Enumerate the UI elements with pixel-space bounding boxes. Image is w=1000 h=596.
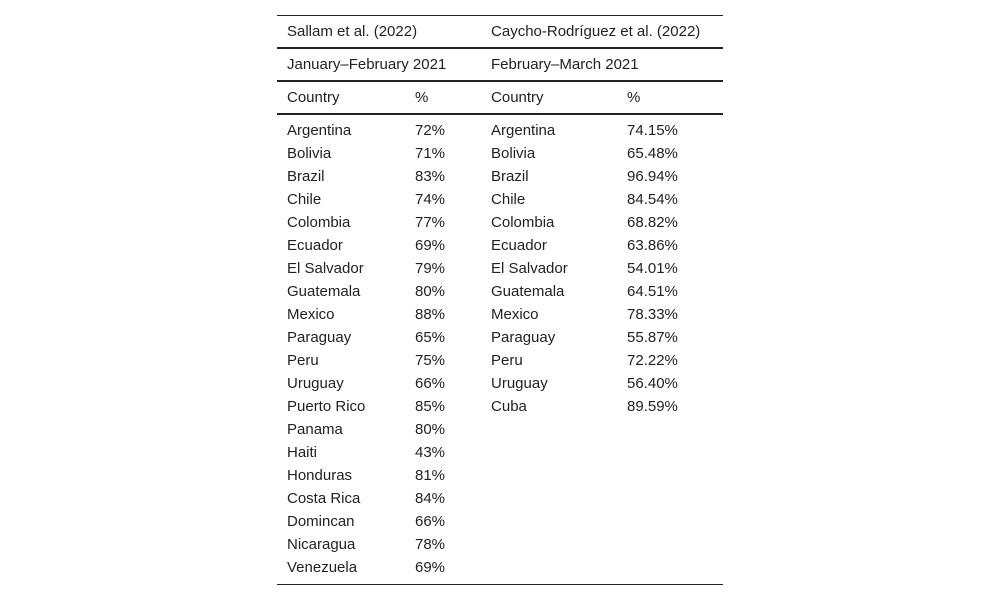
cell-percent-caycho: 54.01% [627, 260, 678, 277]
cell-percent-caycho [617, 510, 723, 533]
cell-percent-caycho: 78.33% [627, 306, 678, 323]
cell-percent-caycho [617, 441, 723, 464]
table-row [277, 326, 723, 349]
cell-percent-caycho: 55.87% [627, 329, 678, 346]
cell-percent-caycho: 96.94% [627, 168, 678, 185]
cell-percent-sallam: 81% [415, 467, 446, 484]
cell-country-caycho: Chile [491, 191, 526, 208]
cell-country-sallam: Bolivia [287, 145, 332, 162]
period-header-caycho: February–March 2021 [481, 48, 723, 81]
cell-percent-caycho: 65.48% [627, 145, 678, 162]
table-row [277, 142, 723, 165]
cell-country-sallam: Paraguay [287, 329, 352, 346]
table-row [277, 211, 723, 234]
table-row [277, 234, 723, 257]
cell-percent-sallam: 79% [415, 260, 446, 277]
cell-percent-sallam: 69% [415, 237, 446, 254]
cell-percent-sallam: 77% [415, 214, 446, 231]
cell-country-sallam: Costa Rica [287, 490, 361, 507]
cell-country-sallam: Argentina [287, 122, 352, 139]
cell-percent-sallam: 65% [415, 329, 446, 346]
column-header-country-1: Country [277, 81, 405, 114]
period-header-row [277, 48, 723, 81]
column-header-country-2: Country [481, 81, 617, 114]
cell-country-sallam: Honduras [287, 467, 353, 484]
table-row [277, 533, 723, 556]
table-row [277, 114, 723, 142]
cell-country-sallam: Domincan [287, 513, 355, 530]
table-row [277, 280, 723, 303]
cell-country-sallam: Peru [287, 352, 319, 369]
cell-percent-caycho: 74.15% [627, 122, 678, 139]
table-row [277, 510, 723, 533]
table-row [277, 349, 723, 372]
comparison-table [277, 15, 723, 585]
cell-country-sallam: Uruguay [287, 375, 344, 392]
cell-country-caycho [481, 533, 617, 556]
table-row [277, 303, 723, 326]
cell-country-caycho: Brazil [491, 168, 529, 185]
cell-country-caycho: Uruguay [491, 375, 548, 392]
cell-country-caycho: Colombia [491, 214, 555, 231]
cell-percent-caycho: 68.82% [627, 214, 678, 231]
cell-country-caycho [481, 464, 617, 487]
cell-country-sallam: Colombia [287, 214, 351, 231]
cell-percent-caycho [617, 487, 723, 510]
cell-percent-sallam: 69% [405, 556, 481, 585]
cell-percent-caycho: 84.54% [627, 191, 678, 208]
cell-country-caycho: Paraguay [491, 329, 556, 346]
cell-country-caycho: Argentina [491, 122, 556, 139]
cell-country-caycho: Mexico [491, 306, 539, 323]
cell-country-caycho [481, 487, 617, 510]
cell-percent-sallam: 75% [415, 352, 446, 369]
cell-percent-sallam: 80% [415, 283, 446, 300]
table-row [277, 395, 723, 418]
table-row [277, 464, 723, 487]
cell-percent-caycho [617, 464, 723, 487]
cell-percent-sallam: 80% [415, 421, 446, 438]
cell-percent-sallam: 71% [415, 145, 446, 162]
cell-country-caycho: Guatemala [491, 283, 565, 300]
study-header-sallam: Sallam et al. (2022) [277, 16, 481, 49]
cell-percent-caycho: 89.59% [627, 398, 678, 415]
cell-country-sallam: Puerto Rico [287, 398, 366, 415]
cell-percent-sallam: 84% [415, 490, 446, 507]
cell-country-sallam: Haiti [287, 444, 318, 461]
cell-percent-sallam: 78% [415, 536, 446, 553]
cell-country-sallam: Ecuador [287, 237, 343, 254]
cell-percent-caycho [617, 556, 723, 585]
cell-country-sallam: Chile [287, 191, 322, 208]
table-body [277, 114, 723, 585]
cell-percent-caycho: 72.22% [627, 352, 678, 369]
cell-country-caycho: Cuba [491, 398, 527, 415]
cell-percent-sallam: 43% [415, 444, 446, 461]
table-row [277, 188, 723, 211]
cell-country-sallam: Mexico [287, 306, 335, 323]
cell-percent-caycho: 56.40% [627, 375, 678, 392]
cell-percent-sallam: 85% [415, 398, 446, 415]
cell-percent-sallam: 74% [415, 191, 446, 208]
study-header-caycho: Caycho-Rodríguez et al. (2022) [481, 16, 723, 49]
cell-percent-sallam: 66% [415, 375, 446, 392]
cell-percent-sallam: 88% [415, 306, 446, 323]
table-row [277, 372, 723, 395]
cell-country-sallam: Nicaragua [287, 536, 356, 553]
column-header-percent-1: % [405, 81, 481, 114]
cell-country-caycho: Bolivia [491, 145, 536, 162]
cell-percent-caycho: 64.51% [627, 283, 678, 300]
cell-country-caycho [481, 510, 617, 533]
table-row [277, 556, 723, 585]
cell-country-sallam: Panama [287, 421, 343, 438]
cell-country-caycho [481, 441, 617, 464]
cell-percent-caycho [617, 533, 723, 556]
column-header-row [277, 81, 723, 114]
column-header-percent-2: % [617, 81, 723, 114]
study-header-row [277, 16, 723, 49]
cell-country-caycho [481, 418, 617, 441]
cell-country-caycho: Ecuador [491, 237, 547, 254]
cell-country-caycho: El Salvador [491, 260, 568, 277]
cell-country-sallam: El Salvador [287, 260, 364, 277]
cell-percent-sallam: 72% [415, 122, 446, 139]
cell-country-sallam: Brazil [287, 168, 325, 185]
cell-country-caycho: Peru [491, 352, 523, 369]
table-row [277, 441, 723, 464]
cell-percent-caycho [617, 418, 723, 441]
cell-country-caycho [481, 556, 617, 585]
cell-percent-sallam: 83% [415, 168, 446, 185]
comparison-table-wrapper [277, 15, 723, 585]
period-header-sallam: January–February 2021 [277, 48, 481, 81]
cell-percent-sallam: 66% [415, 513, 446, 530]
cell-percent-caycho: 63.86% [627, 237, 678, 254]
table-row [277, 418, 723, 441]
table-row [277, 257, 723, 280]
cell-country-sallam: Venezuela [277, 556, 405, 585]
table-row [277, 165, 723, 188]
cell-country-sallam: Guatemala [287, 283, 361, 300]
table-row [277, 487, 723, 510]
